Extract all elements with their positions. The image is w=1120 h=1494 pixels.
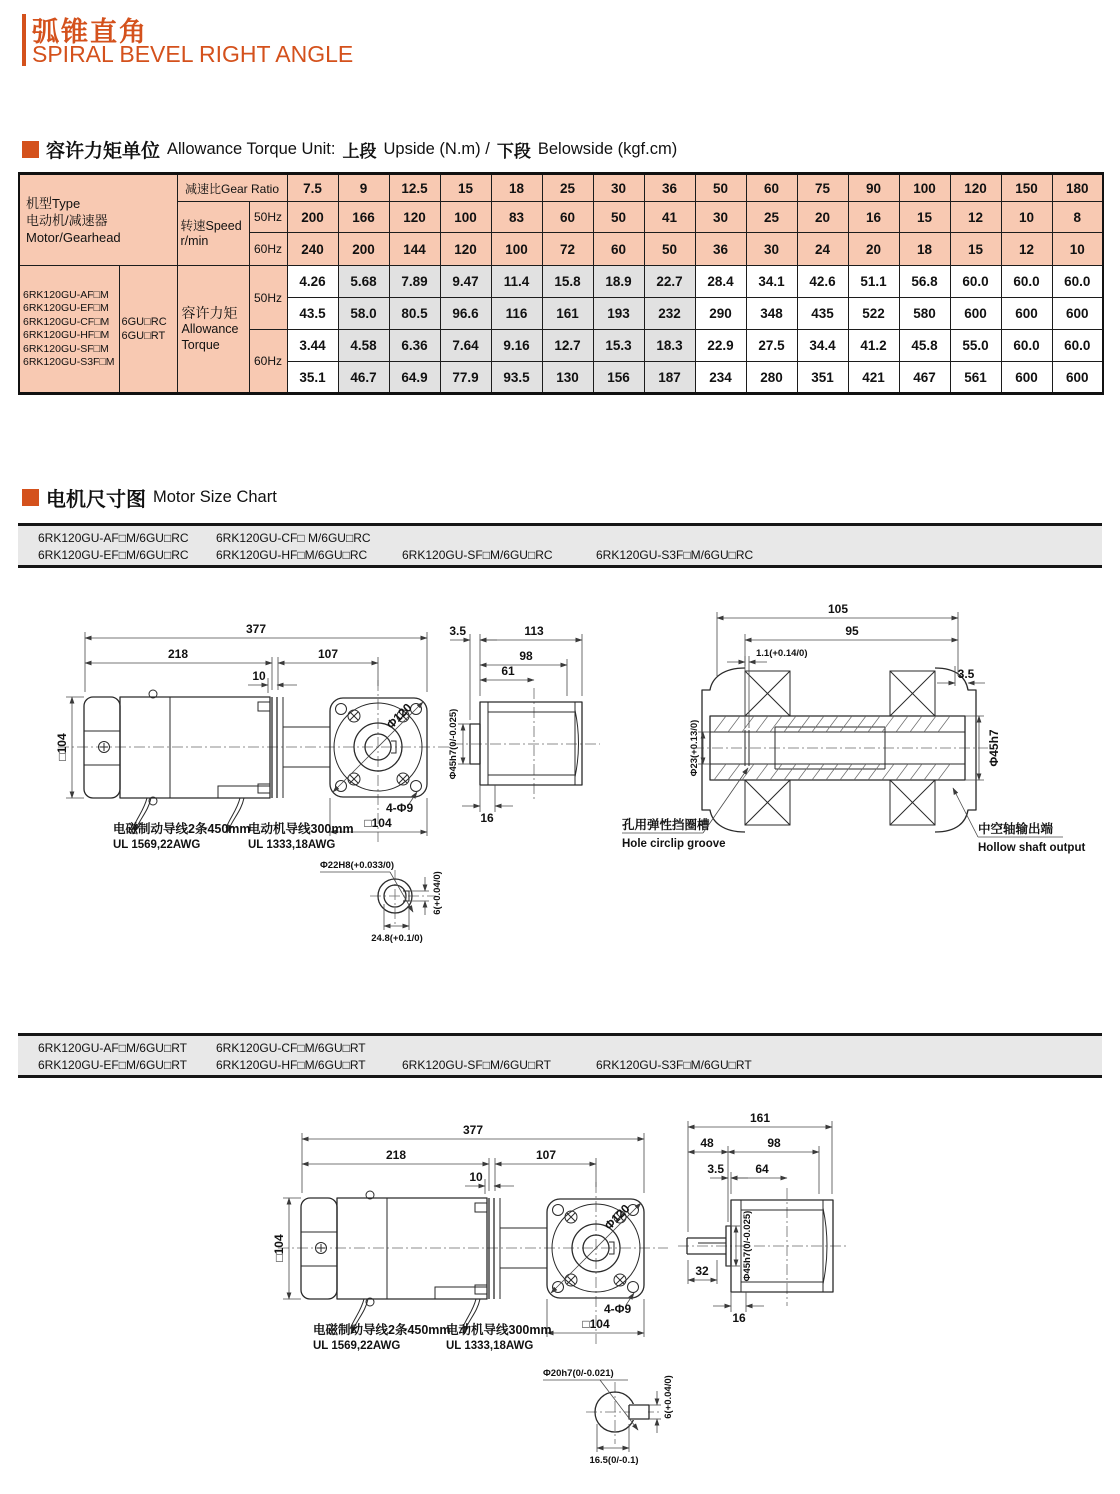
rc-model: 6RK120GU-S3F□M/6GU□RC: [596, 548, 754, 562]
value-cell: 351: [797, 362, 848, 394]
value-cell: 46.7: [338, 362, 389, 394]
dim-gearhead-length: 107: [535, 1148, 557, 1162]
value-cell: 600: [1052, 362, 1103, 394]
value-cell: 34.4: [797, 330, 848, 362]
value-cell: 100: [440, 202, 491, 233]
value-cell: 20: [848, 233, 899, 266]
value-cell: 28.4: [695, 266, 746, 298]
value-cell: 200: [287, 202, 338, 233]
dim-key-width: 6(+0.04/0): [432, 871, 443, 915]
value-cell: 41.2: [848, 330, 899, 362]
value-cell: 290: [695, 298, 746, 330]
motor-wire-label-zh: 电动机导线300mm: [446, 1323, 552, 1337]
value-cell: 150: [1001, 174, 1052, 202]
model-item: 6RK120GU-AF□M: [23, 288, 109, 301]
value-cell: 234: [695, 362, 746, 394]
value-cell: 5.68: [338, 266, 389, 298]
value-cell: 7.64: [440, 330, 491, 362]
value-cell: 467: [899, 362, 950, 394]
value-cell: 100: [491, 233, 542, 266]
speed-label-zh: 转速Speed: [180, 218, 242, 233]
motor-wire-label-zh: 电动机导线300mm: [248, 822, 354, 836]
torque-heading-zh: 容许力矩单位: [46, 141, 161, 162]
rt-model: 6RK120GU-S3F□M/6GU□RT: [596, 1058, 752, 1072]
value-cell: 36: [644, 174, 695, 202]
value-cell: 600: [1052, 298, 1103, 330]
section-square-icon: [22, 489, 39, 506]
value-cell: 200: [338, 233, 389, 266]
page-title-en: SPIRAL BEVEL RIGHT ANGLE: [32, 41, 354, 67]
value-cell: 15.3: [593, 330, 644, 362]
dim-16: 16: [480, 811, 494, 825]
gear-ratio-header: 减速比Gear Ratio: [177, 174, 287, 202]
rt-dimension-drawings: [0, 1094, 1120, 1494]
value-cell: 187: [644, 362, 695, 394]
value-cell: 130: [542, 362, 593, 394]
rt-model: 6RK120GU-AF□M/6GU□RT: [38, 1041, 187, 1055]
value-cell: 6.36: [389, 330, 440, 362]
value-cell: 116: [491, 298, 542, 330]
motor-wire-label-en: UL 1333,18AWG: [248, 839, 336, 851]
dim-total: 113: [524, 624, 544, 638]
torque-section-heading: [22, 136, 677, 163]
dim-shaft-dia: Φ45h7(0/-0.025): [742, 1210, 753, 1282]
value-cell: 3.44: [287, 330, 338, 362]
circlip-groove-label-en: Hole circlip groove: [622, 838, 726, 850]
rc-model: 6RK120GU-CF□ M/6GU□RC: [216, 531, 371, 545]
value-cell: 600: [1001, 298, 1052, 330]
gearhead-item: 6GU□RC: [121, 316, 167, 328]
value-cell: 60.0: [1001, 266, 1052, 298]
allowance-label-zh: 容许力矩: [181, 305, 238, 321]
value-cell: 60: [593, 233, 644, 266]
value-cell: 4.26: [287, 266, 338, 298]
value-cell: 60: [542, 202, 593, 233]
dim-shaft: 48: [700, 1136, 714, 1150]
dim-shaft-dia: Φ20h7(0/-0.021): [543, 1368, 614, 1379]
dim-axis: 61: [501, 664, 515, 678]
rc-gearhead-side-drawing: [448, 624, 600, 825]
speed-unit: r/min: [180, 233, 209, 248]
value-cell: 18.9: [593, 266, 644, 298]
value-cell: 421: [848, 362, 899, 394]
type-label-3: Motor/Gearhead: [26, 229, 121, 245]
rc-hollow-shaft-drawing: [622, 602, 1085, 854]
value-cell: 18: [491, 174, 542, 202]
value-cell: 60.0: [1052, 266, 1103, 298]
value-cell: 15: [950, 233, 1001, 266]
rt-model: 6RK120GU-SF□M/6GU□RT: [402, 1058, 551, 1072]
rt-key-detail-drawing: [543, 1368, 674, 1466]
value-cell: 51.1: [848, 266, 899, 298]
dim-mount-holes: 4-Φ9: [604, 1302, 632, 1316]
value-cell: 30: [695, 202, 746, 233]
dim-face-circle: Φ120: [601, 1201, 633, 1233]
value-cell: 18.3: [644, 330, 695, 362]
rc-model: 6RK120GU-HF□M/6GU□RC: [216, 548, 368, 562]
value-cell: 4.58: [338, 330, 389, 362]
dim-step: 3.5: [957, 667, 975, 681]
dim-key-depth: 24.8(+0.1/0): [371, 933, 423, 944]
value-cell: 156: [593, 362, 644, 394]
model-item: 6RK120GU-EF□M: [23, 302, 109, 314]
dim-boss: 3.5: [449, 624, 466, 638]
value-cell: 166: [338, 202, 389, 233]
value-cell: 80.5: [389, 298, 440, 330]
value-cell: 90: [848, 174, 899, 202]
dim-gap: 10: [252, 669, 266, 683]
value-cell: 600: [1001, 362, 1052, 394]
value-cell: 55.0: [950, 330, 1001, 362]
dim-body-square: □104: [272, 1234, 286, 1262]
value-cell: 9.47: [440, 266, 491, 298]
dim-overall: 377: [462, 1123, 484, 1137]
hatch-bottom: [714, 764, 950, 780]
speed-header-cell: [177, 202, 249, 266]
rt-gearhead-side-drawing: [678, 1111, 848, 1325]
value-cell: 9: [338, 174, 389, 202]
allowance-label-en1: Allowance: [181, 322, 239, 336]
dim-mount-holes: 4-Φ9: [386, 801, 414, 815]
dim-motor-length: 218: [385, 1148, 407, 1162]
torque-heading-below-en: Belowside (kgf.cm): [537, 140, 678, 158]
value-cell: 45.8: [899, 330, 950, 362]
rc-model: 6RK120GU-EF□M/6GU□RC: [38, 548, 189, 562]
value-cell: 435: [797, 298, 848, 330]
dim-face-square: □104: [582, 1317, 610, 1331]
value-cell: 60.0: [1052, 330, 1103, 362]
value-cell: 60: [746, 174, 797, 202]
value-cell: 22.7: [644, 266, 695, 298]
dim-groove-width: 1.1(+0.14/0): [756, 648, 808, 659]
value-cell: 96.6: [440, 298, 491, 330]
value-cell: 60.0: [1001, 330, 1052, 362]
rt-model: 6RK120GU-HF□M/6GU□RT: [216, 1058, 366, 1072]
value-cell: 27.5: [746, 330, 797, 362]
value-cell: 193: [593, 298, 644, 330]
value-cell: 15: [899, 202, 950, 233]
rc-model: 6RK120GU-AF□M/6GU□RC: [38, 531, 189, 545]
value-cell: 161: [542, 298, 593, 330]
brake-wire-label-en: UL 1569,22AWG: [113, 839, 201, 851]
value-cell: 56.8: [899, 266, 950, 298]
value-cell: 93.5: [491, 362, 542, 394]
value-cell: 16: [848, 202, 899, 233]
type-label-1: 机型Type: [26, 195, 81, 211]
dim-shaft-dia: Φ45h7(0/-0.025): [448, 708, 459, 780]
torque-50hz-nm-row: [19, 266, 1103, 298]
value-cell: 120: [950, 174, 1001, 202]
value-cell: 36: [695, 233, 746, 266]
value-cell: 12.7: [542, 330, 593, 362]
section-square-icon: [22, 141, 39, 158]
rt-motor-drawing: [272, 1123, 668, 1352]
value-cell: 600: [950, 298, 1001, 330]
speed-50hz-label: 50Hz: [249, 202, 287, 233]
value-cell: 77.9: [440, 362, 491, 394]
value-cell: 12.5: [389, 174, 440, 202]
title-accent-bar: [22, 14, 26, 66]
size-heading-en: Motor Size Chart: [153, 488, 277, 506]
hollow-output-label-zh: 中空轴输出端: [978, 822, 1054, 836]
value-cell: 144: [389, 233, 440, 266]
rt-model: 6RK120GU-EF□M/6GU□RT: [38, 1058, 187, 1072]
size-section-heading: [22, 483, 277, 512]
dim-face-square: □104: [364, 816, 392, 830]
torque-heading-en: Allowance Torque Unit:: [167, 140, 336, 158]
value-cell: 35.1: [287, 362, 338, 394]
gearhead-cell: [119, 266, 177, 394]
dim-105: 105: [827, 602, 849, 616]
dim-gearhead-length: 107: [317, 647, 339, 661]
value-cell: 50: [695, 174, 746, 202]
dim-face-circle: Φ120: [383, 700, 415, 732]
hollow-output-label-en: Hollow shaft output: [978, 842, 1086, 854]
type-header-cell: [19, 174, 177, 266]
model-item: 6RK120GU-CF□M: [23, 315, 110, 328]
dim-key-depth: 16.5(0/-0.1): [589, 1455, 639, 1466]
value-cell: 30: [593, 174, 644, 202]
dim-total: 161: [749, 1111, 771, 1125]
value-cell: 580: [899, 298, 950, 330]
value-cell: 30: [746, 233, 797, 266]
rc-motor-drawing: [55, 622, 452, 851]
value-cell: 120: [440, 233, 491, 266]
dim-body-square: □104: [55, 733, 69, 761]
dim-bore-dia: Φ23(+0.13/0): [689, 719, 700, 777]
allowance-torque-label-cell: [177, 266, 249, 394]
dim-key-width: 6(+0.04/0): [663, 1375, 674, 1419]
rt-model-bar: [18, 1033, 1102, 1078]
hatch-top: [714, 716, 950, 732]
dim-body: 98: [767, 1136, 781, 1150]
value-cell: 240: [287, 233, 338, 266]
motor-wire-label-en: UL 1333,18AWG: [446, 1340, 534, 1352]
torque-60hz-label: 60Hz: [249, 330, 287, 394]
value-cell: 348: [746, 298, 797, 330]
page-title-zh: 弧锥直角: [32, 17, 148, 47]
dim-motor-length: 218: [167, 647, 189, 661]
value-cell: 100: [899, 174, 950, 202]
torque-heading-upside-en: Upside (N.m) /: [383, 140, 490, 158]
model-list-cell: [19, 266, 119, 394]
value-cell: 11.4: [491, 266, 542, 298]
size-heading-zh: 电机尺寸图: [46, 489, 146, 511]
dim-95: 95: [845, 624, 859, 638]
dim-body: 98: [519, 649, 533, 663]
value-cell: 232: [644, 298, 695, 330]
rc-model: 6RK120GU-SF□M/6GU□RC: [402, 548, 553, 562]
allowance-torque-table: [18, 172, 1104, 395]
brake-wire-label-zh: 电磁制动导线2条450mm: [313, 1323, 451, 1337]
value-cell: 7.89: [389, 266, 440, 298]
value-cell: 522: [848, 298, 899, 330]
value-cell: 280: [746, 362, 797, 394]
value-cell: 60.0: [950, 266, 1001, 298]
value-cell: 25: [542, 174, 593, 202]
value-cell: 75: [797, 174, 848, 202]
dim-overall: 377: [245, 622, 267, 636]
speed-60hz-label: 60Hz: [249, 233, 287, 266]
value-cell: 25: [746, 202, 797, 233]
value-cell: 15.8: [542, 266, 593, 298]
torque-50hz-label: 50Hz: [249, 266, 287, 330]
value-cell: 10: [1001, 202, 1052, 233]
value-cell: 43.5: [287, 298, 338, 330]
value-cell: 120: [389, 202, 440, 233]
gearhead-item: 6GU□RT: [121, 330, 166, 342]
torque-heading-below-zh: 下段: [496, 142, 531, 161]
value-cell: 24: [797, 233, 848, 266]
value-cell: 10: [1052, 233, 1103, 266]
rt-model: 6RK120GU-CF□M/6GU□RT: [216, 1041, 366, 1055]
dim-shaft-length: 32: [695, 1264, 709, 1278]
value-cell: 561: [950, 362, 1001, 394]
speed-50hz-row: [19, 202, 1103, 233]
value-cell: 34.1: [746, 266, 797, 298]
value-cell: 83: [491, 202, 542, 233]
torque-heading-upside-zh: 上段: [342, 142, 377, 161]
brake-wire-label-zh: 电磁制动导线2条450mm: [113, 822, 251, 836]
model-item: 6RK120GU-HF□M: [23, 329, 110, 341]
value-cell: 64.9: [389, 362, 440, 394]
type-label-2: 电动机/减速器: [26, 212, 108, 228]
value-cell: 9.16: [491, 330, 542, 362]
value-cell: 20: [797, 202, 848, 233]
rc-dimension-drawings: [0, 590, 1120, 980]
value-cell: 50: [644, 233, 695, 266]
value-cell: 42.6: [797, 266, 848, 298]
value-cell: 41: [644, 202, 695, 233]
allowance-label-en2: Torque: [181, 338, 220, 352]
dim-shaft-dia: Φ45h7: [987, 729, 1001, 767]
value-cell: 50: [593, 202, 644, 233]
dim-gap: 10: [469, 1170, 483, 1184]
value-cell: 18: [899, 233, 950, 266]
value-cell: 180: [1052, 174, 1103, 202]
value-cell: 12: [950, 202, 1001, 233]
dim-16: 16: [732, 1311, 746, 1325]
value-cell: 7.5: [287, 174, 338, 202]
dim-axis: 64: [755, 1162, 769, 1176]
model-item: 6RK120GU-SF□M: [23, 342, 109, 355]
value-cell: 15: [440, 174, 491, 202]
rc-model-bar: [18, 523, 1102, 568]
value-cell: 72: [542, 233, 593, 266]
gear-ratio-row: [19, 174, 1103, 202]
circlip-groove-label-zh: 孔用弹性挡圈槽: [622, 818, 710, 832]
rc-key-detail-drawing: [320, 860, 443, 944]
value-cell: 12: [1001, 233, 1052, 266]
dim-boss: 3.5: [707, 1162, 724, 1176]
model-item: 6RK120GU-S3F□M: [23, 356, 115, 368]
dim-bore-dia: Φ22H8(+0.033/0): [320, 860, 395, 871]
value-cell: 58.0: [338, 298, 389, 330]
value-cell: 8: [1052, 202, 1103, 233]
brake-wire-label-en: UL 1569,22AWG: [313, 1340, 401, 1352]
value-cell: 22.9: [695, 330, 746, 362]
